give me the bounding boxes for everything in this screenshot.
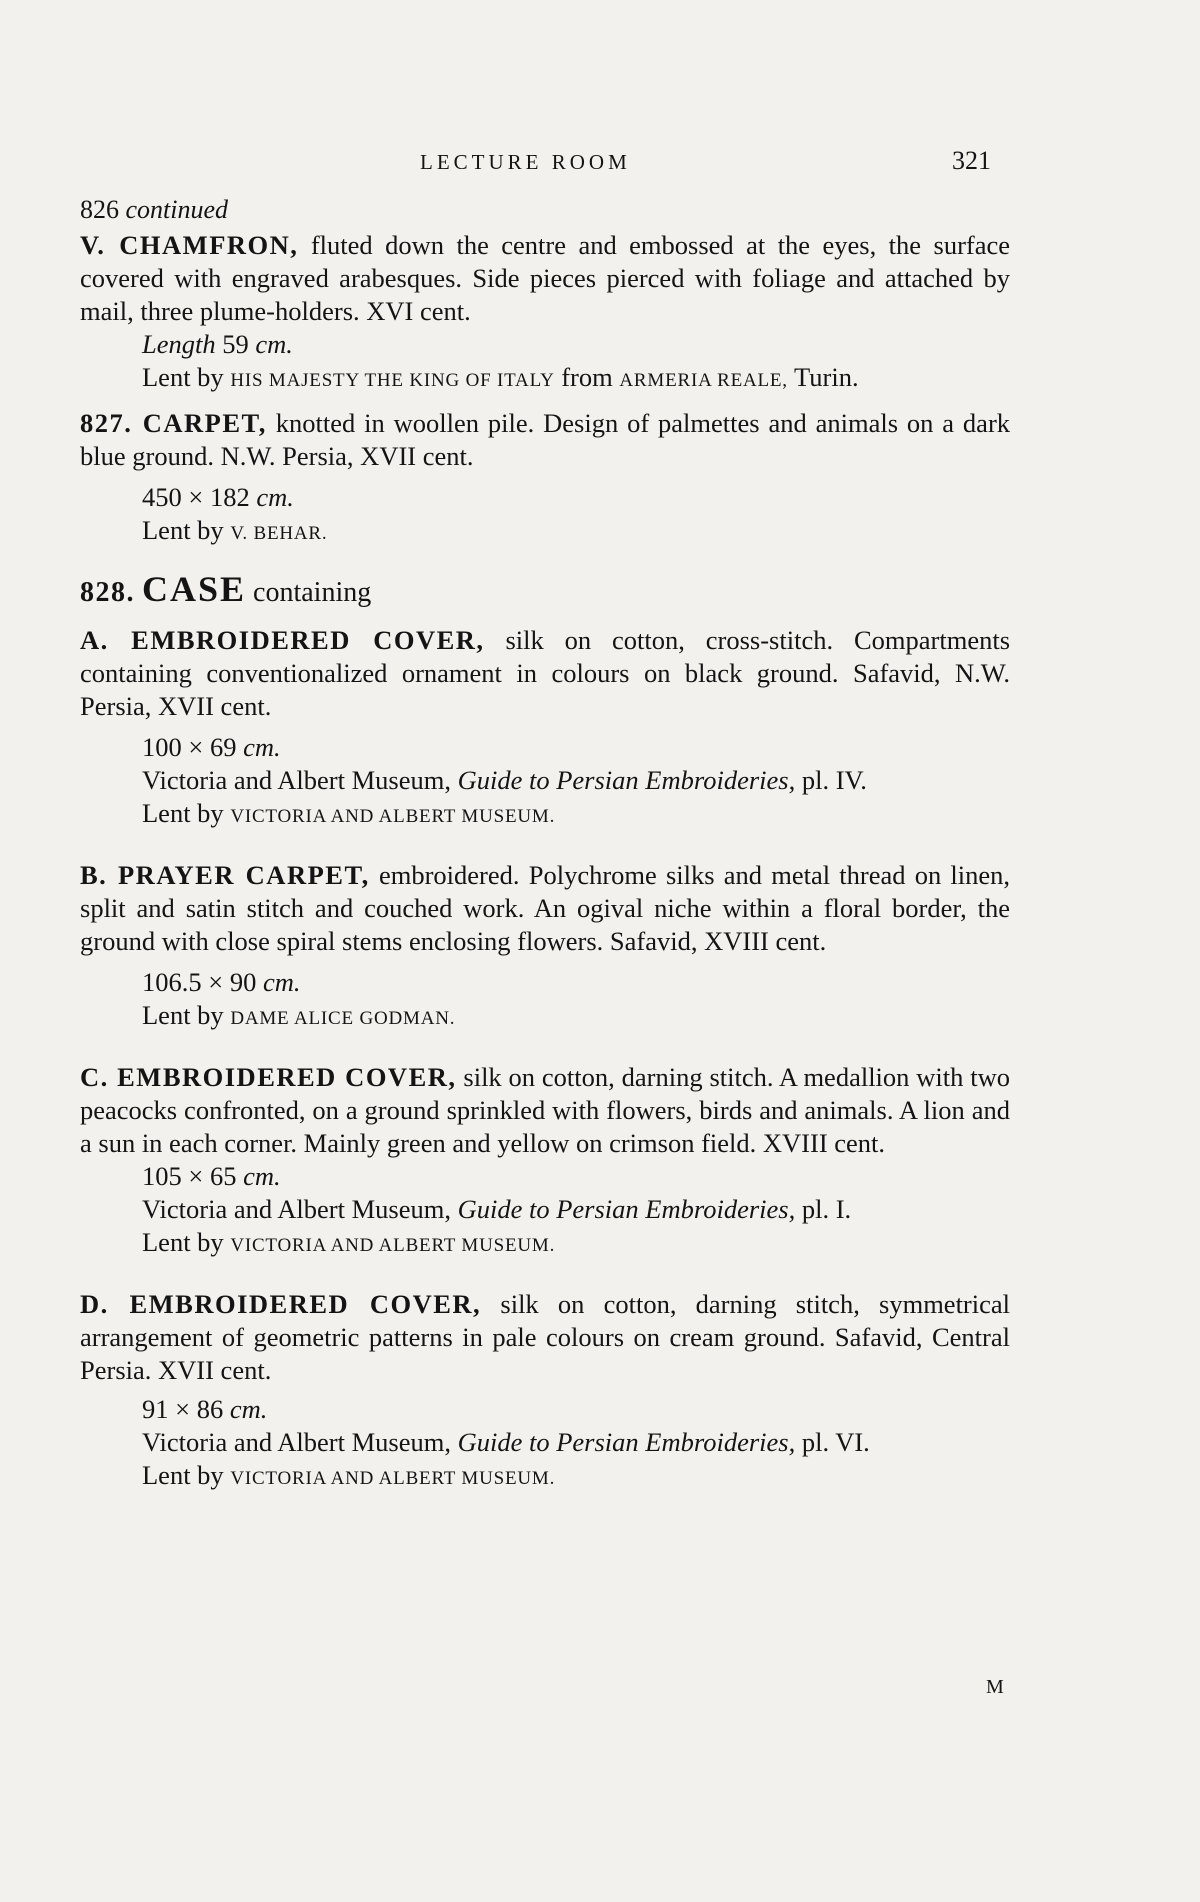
case-heading bbox=[80, 568, 1010, 610]
dimension-unit: cm. bbox=[229, 1394, 268, 1424]
entry-title: V. CHAMFRON, bbox=[80, 230, 299, 260]
entry-description: fluted down the centre and embossed at the eyes, the surface covered with engraved arabesques. Side pieces pierced with foliage and attached by mail, three plume-holders. XVI cent. bbox=[80, 230, 1011, 326]
page-content bbox=[80, 195, 1010, 1495]
reference-museum: Victoria and Albert Museum, bbox=[142, 1427, 451, 1457]
dimension-unit: cm. bbox=[262, 967, 301, 997]
entry-title: D. EMBROIDERED COVER, bbox=[80, 1289, 482, 1319]
entry-title: A. EMBROIDERED COVER, bbox=[80, 625, 485, 655]
lender-name: HIS MAJESTY THE KING OF ITALY bbox=[230, 370, 555, 391]
page-number: 321 bbox=[952, 146, 991, 175]
reference-plate: pl. VI. bbox=[801, 1427, 870, 1457]
lender-city: Turin. bbox=[794, 362, 859, 392]
entry-carpet bbox=[80, 407, 1010, 473]
case-number: 828. bbox=[80, 577, 135, 608]
dimension-unit: cm. bbox=[255, 329, 293, 359]
entry-dimensions bbox=[142, 1393, 1010, 1426]
dimension-value: 91 × 86 bbox=[142, 1394, 224, 1424]
reference-title: Guide to Persian Embroideries, bbox=[457, 1427, 796, 1457]
lent-prefix: Lent by bbox=[142, 1460, 224, 1490]
lender-name: DAME ALICE GODMAN. bbox=[230, 1008, 456, 1029]
lent-prefix: Lent by bbox=[142, 515, 224, 545]
dimension-unit: cm. bbox=[243, 1161, 281, 1191]
dimension-value: 106.5 × 90 bbox=[142, 967, 257, 997]
dimension-value: 59 bbox=[222, 329, 249, 359]
lent-prefix: Lent by bbox=[142, 1227, 224, 1257]
entry-lender bbox=[142, 797, 1010, 833]
lent-from: from bbox=[561, 362, 613, 392]
dimension-unit: cm. bbox=[243, 732, 281, 762]
case-rest: containing bbox=[253, 577, 372, 608]
entry-title: 827. CARPET, bbox=[80, 408, 267, 438]
entry-dimensions bbox=[142, 731, 1010, 764]
dimension-value: 105 × 65 bbox=[142, 1161, 237, 1191]
entry-chamfron bbox=[80, 229, 1010, 328]
entry-reference bbox=[142, 1193, 1010, 1226]
reference-museum: Victoria and Albert Museum, bbox=[142, 765, 451, 795]
continued-word: continued bbox=[125, 195, 229, 224]
dimension-unit: cm. bbox=[256, 482, 294, 512]
dimension-value: 450 × 182 bbox=[142, 482, 250, 512]
entry-title: B. PRAYER CARPET, bbox=[80, 860, 370, 890]
lender-place: ARMERIA REALE, bbox=[619, 370, 788, 391]
entry-description: silk on cotton, darning stitch. A medallion with two peacocks confronted, on a ground sprinkled with flowers, birds and animals. A lion and a sun in each corner. Mainly green and yellow on crimson field. XVIII cent. bbox=[80, 1062, 1011, 1158]
dimension-value: 100 × 69 bbox=[142, 732, 237, 762]
entry-description: silk on cotton, cross-stitch. Compartments containing conventionalized ornament in colours on black ground. Safavid, N.W. Persia, XVII cent. bbox=[80, 625, 1011, 721]
entry-description: embroidered. Polychrome silks and metal thread on linen, split and satin stitch and couched work. An ogival niche within a floral border, the ground with close spiral stems enclosing flowers. Safavid, XVIII cent. bbox=[80, 860, 1010, 956]
reference-museum: Victoria and Albert Museum, bbox=[142, 1194, 451, 1224]
lent-prefix: Lent by bbox=[142, 798, 224, 828]
lent-prefix: Lent by bbox=[142, 1000, 224, 1030]
entry-title: C. EMBROIDERED COVER, bbox=[80, 1062, 457, 1092]
entry-d bbox=[80, 1288, 1010, 1387]
lender-name: V. BEHAR. bbox=[230, 523, 328, 544]
entry-description: silk on cotton, darning stitch, symmetrical arrangement of geometric patterns in pale colours on cream ground. Safavid, Central Persia. XVII cent. bbox=[80, 1289, 1011, 1385]
lender-name: VICTORIA AND ALBERT MUSEUM. bbox=[230, 1468, 556, 1489]
lender-name: VICTORIA AND ALBERT MUSEUM. bbox=[230, 806, 556, 827]
reference-title: Guide to Persian Embroideries, bbox=[457, 1194, 796, 1224]
entry-description: knotted in woollen pile. Design of palmettes and animals on a dark blue ground. N.W. Persia, XVII cent. bbox=[80, 408, 1011, 471]
page-header bbox=[0, 146, 1200, 180]
entry-lender bbox=[142, 1226, 1010, 1262]
entry-dimensions bbox=[142, 328, 1010, 361]
continued-heading bbox=[80, 195, 1010, 225]
running-head: LECTURE ROOM bbox=[420, 150, 631, 174]
lent-prefix: Lent by bbox=[142, 362, 224, 392]
dimension-label: Length bbox=[142, 329, 216, 359]
entry-dimensions bbox=[142, 966, 1010, 999]
reference-plate: pl. IV. bbox=[801, 765, 867, 795]
entry-reference bbox=[142, 1426, 1010, 1459]
entry-lender bbox=[142, 514, 1010, 550]
entry-lender bbox=[142, 1459, 1010, 1495]
entry-lender bbox=[142, 999, 1010, 1035]
entry-b bbox=[80, 859, 1010, 958]
signature-mark: M bbox=[986, 1676, 1004, 1698]
entry-c bbox=[80, 1061, 1010, 1160]
case-title: CASE bbox=[142, 569, 247, 609]
entry-dimensions bbox=[142, 1160, 1010, 1193]
lender-name: VICTORIA AND ALBERT MUSEUM. bbox=[230, 1235, 556, 1256]
reference-title: Guide to Persian Embroideries, bbox=[457, 765, 796, 795]
entry-dimensions bbox=[142, 481, 1010, 514]
entry-a bbox=[80, 624, 1010, 723]
entry-reference bbox=[142, 764, 1010, 797]
entry-lender bbox=[142, 361, 1010, 397]
reference-plate: pl. I. bbox=[801, 1194, 852, 1224]
continued-number: 826 bbox=[80, 195, 119, 224]
